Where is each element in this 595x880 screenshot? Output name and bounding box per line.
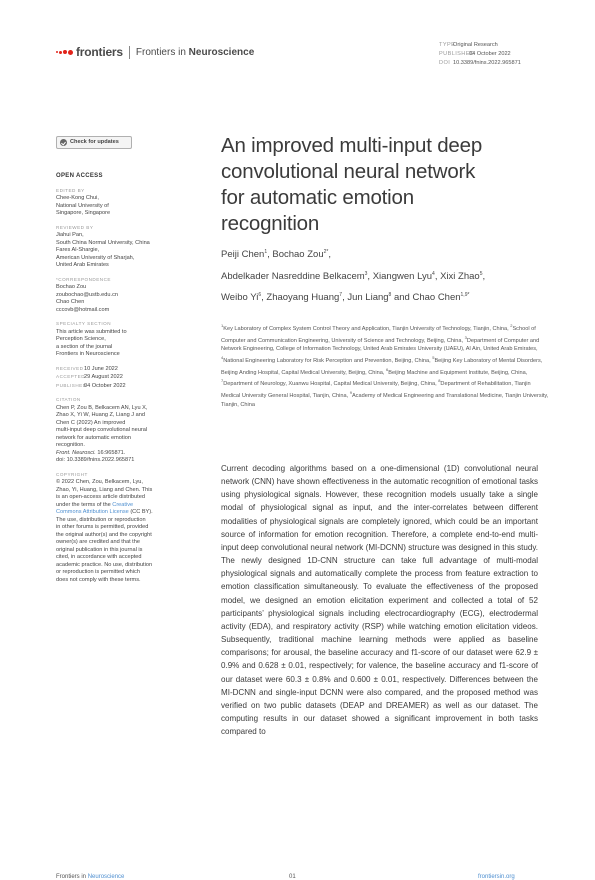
author-affiliation-marker: 5 [479, 270, 483, 277]
affiliation-text: Department of Neurology, Xuanwu Hospital, Capital Medical University, Beijing, China, [223, 381, 439, 388]
author-name[interactable]: Peiji Chen [221, 249, 265, 261]
copyright-section: COPYRIGHT © 2022 Chen, Zou, Belkacem, Lyu, Zhao, Yi, Huang, Liang and Chen. This is an open-access article distributed under the terms of the Creative Commons Attribution License (CC BY). The use, distribution or reproduction in other forums is permitted, provided the original author(s) and the copyright owner(s) are credited and that the original publication in this journal is cited, in accordance with accepted academic practice. No use, distribution or reproduction is permitted which does not comply with these terms. [56, 471, 153, 583]
article-meta [439, 41, 521, 68]
edited-by-section: EDITED BY Chee-Kong Chui, National University of Singapore, Singapore [56, 187, 111, 216]
author-list: Peiji Chen$^1$, Bochao Zou$^{2*}$, Abdelkader Nasreddine Belkacem$^3$, Xiangwen Lyu$^4$, Xixi Zhao$^5$, Weibo Yi$^6$, Zhaoyang Huang$^7$, Jun Liang$^8$ and Chao Chen$^{1,9*}$ [221, 249, 486, 304]
abstract: Current decoding algorithms based on a one-dimensional (1D) convolutional neural network (CNN) have shown effectiveness in the automatic recognition of emotional tasks using physiological signals. However, these recognition models usually take a single modal of physiological signal as input, and the inter-correlates between different modalities of physiological signals are completely ignored, which could be an important source of information for emotion recognition. Therefore, a complete end-to-end multi-input deep convolutional neural network (MI-DCNN) structure was designed in this study. The newly designed 1D-CNN structure can take full advantage of multi-modal physiological signals and automatically complete the process from feature extraction to emotion classification simultaneously. To evaluate the effectiveness of the proposed model, we designed an emotion elicitation experiment and collected a total of 52 participants’ physiological signals including electrocardiography (ECG), electrodermal activity (EDA), and respiratory activity (RSP) while watching emotion elicitation videos. Subsequently, traditional machine learning methods were applied as baseline comparisons; for arousal, the baseline accuracy and f1-score of our dataset were 62.9 ± 0.9% and 0.628 ± 0.01, respectively; for valence, the baseline accuracy and f1-score of our dataset were 60.3 ± 0.8% and 0.600 ± 0.01, respectively. Differences between the MI-DCNN and single-input DCNN were also compared, and the proposed method was verified on two public datasets (DEAP and DREAMER) as well as our dataset. The computing results in our dataset showed a significant improvement in both tasks compared to [221, 464, 538, 737]
type-value: Original Research [453, 42, 498, 48]
correspondence-section: *CORRESPONDENCE Bochao Zou zoubochao@ustb.edu.cn Chao Chen cccovb@hotmail.com [56, 276, 188, 315]
sidebar [56, 136, 188, 590]
affiliation-number: 1 [221, 323, 224, 328]
affiliations [221, 322, 551, 410]
email-link[interactable]: cccovb@hotmail.com [56, 306, 110, 313]
author-affiliation-marker: 7 [339, 292, 343, 299]
affiliation-number: 5 [432, 355, 435, 361]
published-label: PUBLISHED [439, 51, 475, 57]
published-date: 04 October 2022 [84, 382, 126, 389]
affiliation-text: Academy of Medical Engineering and Translational Medicine, Tianjin University, Tianjin, China [221, 392, 549, 408]
article-title: An improved multi-input deep convolutional neural network for automatic emotion recognition [221, 134, 483, 235]
affiliation-number: 6 [386, 366, 389, 372]
affiliation-number: 4 [221, 355, 224, 361]
license-link[interactable]: Creative [112, 501, 134, 508]
affiliation-text: National Engineering Laboratory for Risk Perception and Prevention, Beijing, China, [223, 357, 433, 364]
check-icon [60, 139, 67, 146]
accepted-date: 29 August 2022 [84, 374, 123, 380]
doi-value[interactable]: 10.3389/fnins.2022.965871 [453, 60, 521, 66]
author-name[interactable]: Zhaoyang Huang [266, 292, 340, 304]
logo-divider [129, 46, 130, 59]
type-label: TYPE [439, 42, 456, 48]
author-affiliation-marker: 4 [432, 270, 435, 277]
affiliation-text: Department of Rehabilitation, Tianjin Medical University General Hospital, Tianjin, China, [221, 381, 531, 399]
journal-name: Frontiers in Neuroscience [135, 46, 255, 58]
affiliation-number: 9 [349, 390, 352, 396]
affiliation-text: Key Laboratory of Complex System Control Theory and Application, Tianjin University of Technology, Tianjin, China, [223, 325, 511, 332]
published-value: 04 October 2022 [469, 51, 511, 57]
frontiers-logo[interactable] [56, 45, 254, 59]
affiliation-number: 7 [221, 378, 224, 384]
reviewed-by-section: REVIEWED BY Jiahui Pan, South China Normal University, China Fares Al-Shargie, American University of Sharjah, United Arab Emirates [56, 224, 150, 268]
author-affiliation-marker: 8 [388, 292, 392, 299]
affiliation-number: 2 [510, 323, 513, 328]
email-link[interactable]: zoubochao@ustb.edu.cn [56, 291, 118, 298]
affiliation-text: Beijing Key Laboratory of Mental Disorders, Beijing Anding Hospital, Capital Medical University, Beijing, China, [221, 357, 543, 376]
author-name[interactable]: Xiangwen Lyu [372, 270, 433, 282]
author-affiliation-marker: 1 [264, 249, 268, 255]
dates-section: RECEIVED10 June 2022 ACCEPTED29 August 2022 PUBLISHED04 October 2022 [56, 365, 126, 389]
logo-text: frontiers [76, 45, 123, 59]
author-affiliation-marker: 6 [258, 292, 262, 299]
affiliation-text: School of Computer and Communication Engineering, University of Science and Technology, Beijing, China, [221, 325, 536, 344]
author-affiliation-marker: 3 [364, 270, 368, 277]
affiliation-number: 8 [438, 378, 441, 384]
frontiers-logo-icon [56, 50, 73, 55]
specialty-section: SPECIALTY SECTION This article was submitted to Perception Science, a section of the journal Frontiers in Neuroscience [56, 321, 127, 357]
footer-journal: Frontiers in Neuroscience [56, 874, 125, 880]
check-for-updates-button[interactable]: Check for updates [56, 136, 132, 149]
citation-doi[interactable]: doi: 10.3389/fnins.2022.965871 [56, 457, 135, 463]
author-name[interactable]: Jun Liang [347, 292, 389, 304]
author-name[interactable]: Abdelkader Nasreddine Belkacem [221, 270, 365, 282]
author-name[interactable]: Weibo Yi [221, 292, 259, 304]
open-access-label: OPEN ACCESS [56, 173, 103, 179]
affiliation-text: Beijing Machine and Equipment Institute, Beijing, China, [388, 369, 528, 376]
page-number: 01 [289, 874, 296, 880]
doi-label: DOI [439, 60, 451, 66]
author-affiliation-marker: 2* [323, 249, 329, 255]
license-link[interactable]: Commons Attribution License [56, 509, 129, 515]
affiliation-number: 3 [464, 334, 467, 340]
author-affiliation-marker: 1,9* [460, 292, 470, 299]
citation-section: CITATION Chen P, Zou B, Belkacem AN, Lyu X, Zhao X, Yi W, Huang Z, Liang J and Chen C (2022) An improved multi-input deep convolutional neural network for automatic emotion recognition. Front. Neurosci. 16:965871. doi: 10.3389/fnins.2022.965871 [56, 396, 188, 465]
affiliation-text: Department of Computer and Network Engineering, College of Information Technology, United Arab Emirates University (UAEU), Al Ain, United Arab Emirates, [221, 337, 540, 353]
footer-site-link[interactable]: frontiersin.org [478, 874, 515, 880]
author-name[interactable]: Chao Chen [412, 292, 461, 304]
author-name[interactable]: Bochao Zou [272, 249, 324, 261]
author-name[interactable]: Xixi Zhao [440, 270, 480, 282]
received-date: 10 June 2022 [84, 365, 118, 372]
